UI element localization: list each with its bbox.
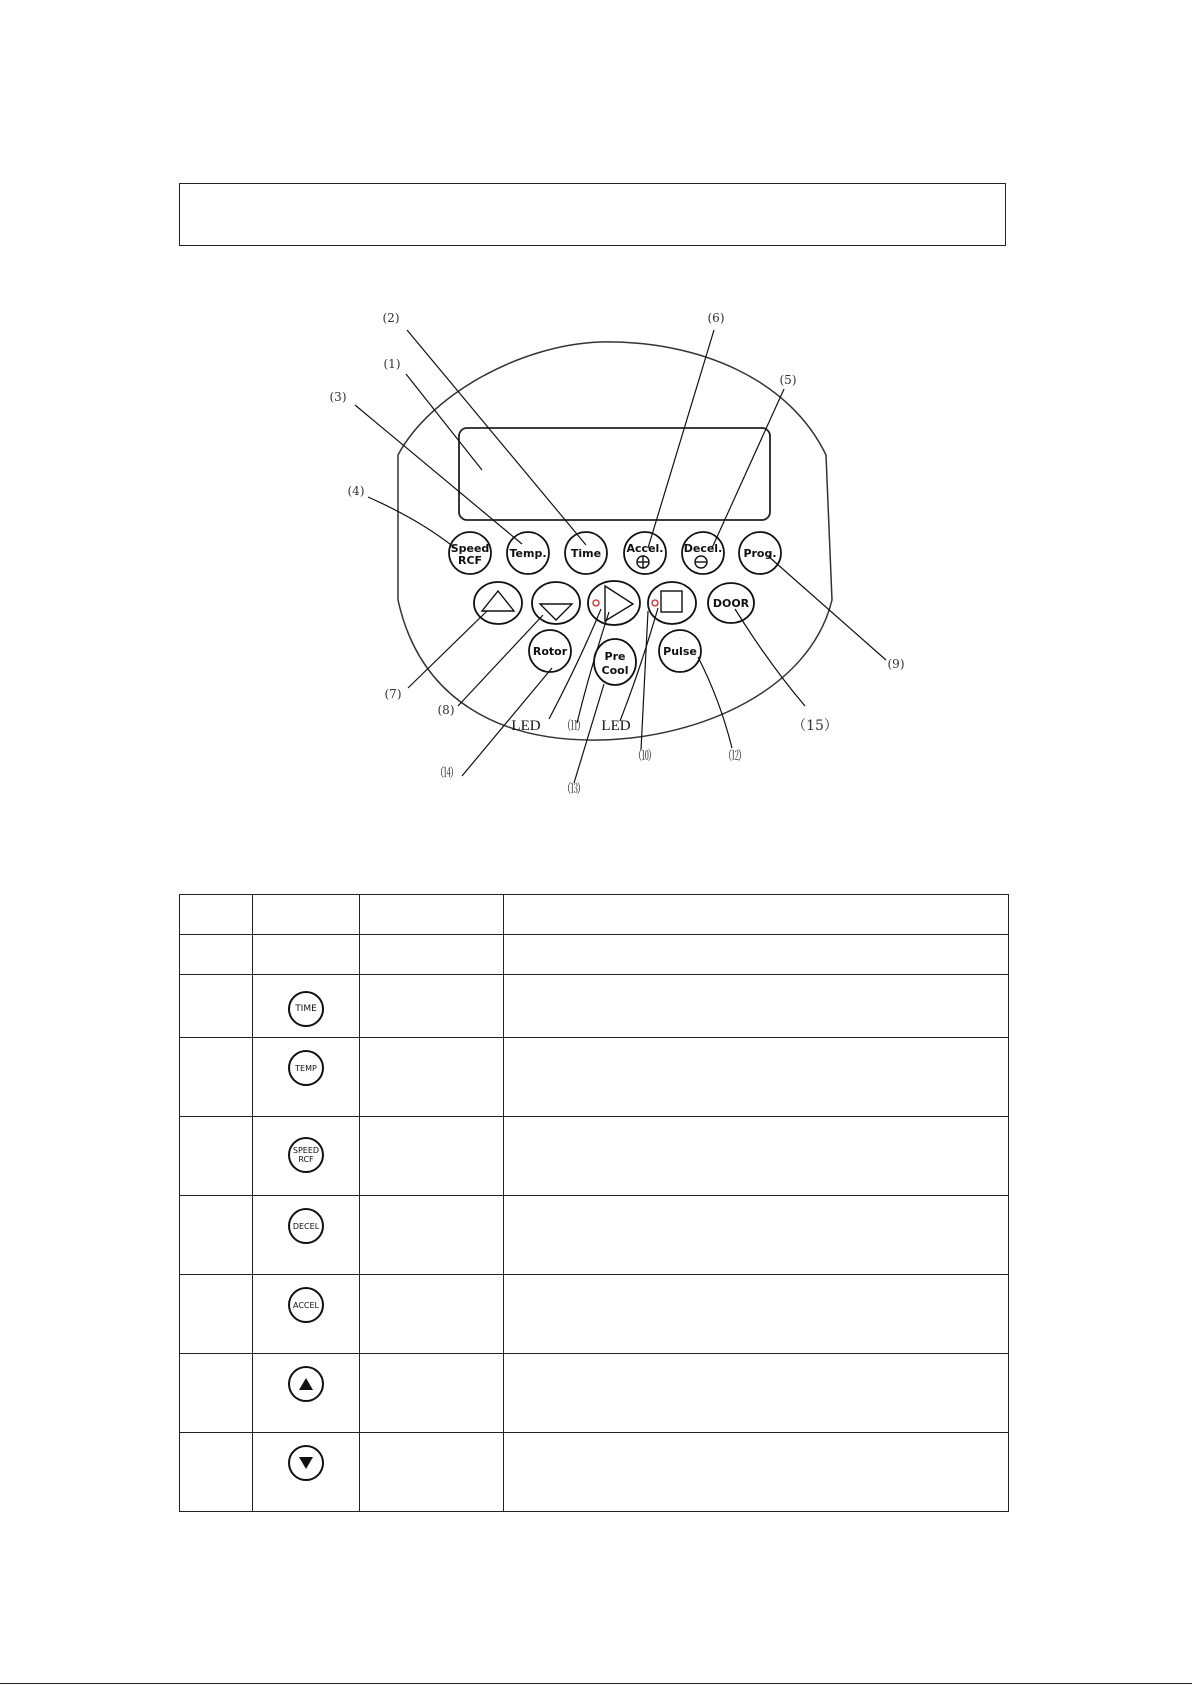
table-cell xyxy=(504,1433,1009,1512)
table-row xyxy=(180,1433,1009,1512)
svg-text:RCF: RCF xyxy=(457,554,483,567)
table-cell xyxy=(180,1275,253,1354)
table-cell xyxy=(360,1117,504,1196)
svg-text:Pre: Pre xyxy=(604,650,626,663)
table-cell xyxy=(253,1275,360,1354)
callout-6: (6) xyxy=(707,311,725,325)
door-key[interactable] xyxy=(708,583,754,623)
svg-text:Prog.: Prog. xyxy=(743,547,777,560)
table-cell xyxy=(180,935,253,975)
table-row xyxy=(180,1354,1009,1433)
decel-key-icon: DECEL xyxy=(288,1208,324,1244)
table-cell xyxy=(360,1196,504,1275)
table-cell xyxy=(180,1196,253,1275)
down-key-icon xyxy=(288,1445,324,1481)
accel-key[interactable] xyxy=(624,532,666,574)
table-cell xyxy=(504,1275,1009,1354)
table-cell xyxy=(504,1038,1009,1117)
table-row xyxy=(180,1196,1009,1275)
callout-13: ⒀ xyxy=(567,782,581,797)
up-key[interactable] xyxy=(474,582,522,624)
callout-7: (7) xyxy=(384,687,402,701)
table-cell xyxy=(504,895,1009,935)
table-cell xyxy=(180,1038,253,1117)
table-cell xyxy=(504,935,1009,975)
accel-key-icon: ACCEL xyxy=(288,1287,324,1323)
table-cell xyxy=(360,1038,504,1117)
table-cell xyxy=(360,975,504,1038)
table-cell xyxy=(180,1117,253,1196)
callout-15: （15） xyxy=(792,718,838,734)
callout-1: (1) xyxy=(383,357,401,371)
pulse-key[interactable] xyxy=(659,630,701,672)
start-key[interactable] xyxy=(588,581,640,625)
table-cell xyxy=(253,1354,360,1433)
prog-key[interactable] xyxy=(739,532,781,574)
table-cell xyxy=(253,1433,360,1512)
callout-12: ⑿ xyxy=(728,749,742,764)
table-cell xyxy=(253,975,360,1038)
led-label-start: LED xyxy=(511,718,541,734)
rotor-key[interactable] xyxy=(529,630,571,672)
table-row xyxy=(180,975,1009,1038)
speed-icon-line2: RCF xyxy=(298,1155,314,1164)
callout-14: ⒁ xyxy=(440,766,454,781)
table-cell xyxy=(360,1275,504,1354)
table-cell xyxy=(360,935,504,975)
callout-8: (8) xyxy=(437,703,455,717)
callout-4: (4) xyxy=(347,484,365,498)
up-key-icon xyxy=(288,1366,324,1402)
svg-text:Accel.: Accel. xyxy=(626,542,664,555)
callout-10: ⑽ xyxy=(638,749,652,764)
down-arrow-icon xyxy=(298,1456,314,1470)
speed-rcf-key[interactable] xyxy=(449,532,491,574)
temp-key[interactable] xyxy=(507,532,549,574)
table-cell xyxy=(504,975,1009,1038)
down-key[interactable] xyxy=(532,582,580,624)
callout-2: (2) xyxy=(382,311,400,325)
callout-9: (9) xyxy=(887,657,905,671)
callout-3: (3) xyxy=(329,390,347,404)
lcd-display xyxy=(459,428,770,520)
speed-icon-line1: SPEED xyxy=(292,1146,320,1155)
table-cell xyxy=(360,1354,504,1433)
svg-text:Speed: Speed xyxy=(450,542,490,555)
temp-key-icon: TEMP xyxy=(288,1050,324,1086)
callout-leaders xyxy=(355,330,886,783)
table-cell xyxy=(360,895,504,935)
table-cell xyxy=(180,975,253,1038)
speed-rcf-key-icon xyxy=(288,1137,324,1173)
table-row xyxy=(180,1275,1009,1354)
svg-text:DOOR: DOOR xyxy=(712,597,750,610)
table-cell xyxy=(180,895,253,935)
table-cell xyxy=(253,895,360,935)
page-bottom-rule xyxy=(0,1683,1192,1684)
table-row xyxy=(180,935,1009,975)
led-label-stop: LED xyxy=(601,718,631,734)
svg-text:Pulse: Pulse xyxy=(663,645,697,658)
table-row xyxy=(180,1117,1009,1196)
table-cell xyxy=(504,1117,1009,1196)
svg-text:Temp.: Temp. xyxy=(509,547,547,560)
table-cell xyxy=(253,1196,360,1275)
table-cell xyxy=(360,1433,504,1512)
table-cell xyxy=(504,1354,1009,1433)
table-cell xyxy=(180,1354,253,1433)
up-arrow-icon xyxy=(298,1377,314,1391)
svg-text:Cool: Cool xyxy=(601,664,629,677)
callout-5: (5) xyxy=(779,373,797,387)
table-cell xyxy=(180,1433,253,1512)
table-row xyxy=(180,895,1009,935)
table-cell xyxy=(253,1117,360,1196)
precool-key[interactable] xyxy=(594,639,636,685)
table-row xyxy=(180,1038,1009,1117)
svg-text:Time: Time xyxy=(570,547,602,560)
svg-text:Rotor: Rotor xyxy=(532,645,568,658)
key-function-table xyxy=(179,894,1009,1512)
svg-text:Decel.: Decel. xyxy=(683,542,723,555)
callout-11: ⑾ xyxy=(567,719,581,734)
callout-labels xyxy=(330,311,905,797)
table-cell xyxy=(253,935,360,975)
decel-key[interactable] xyxy=(682,532,724,574)
time-key-icon: TIME xyxy=(288,991,324,1027)
table-cell xyxy=(504,1196,1009,1275)
time-key[interactable] xyxy=(565,532,607,574)
table-cell xyxy=(253,1038,360,1117)
